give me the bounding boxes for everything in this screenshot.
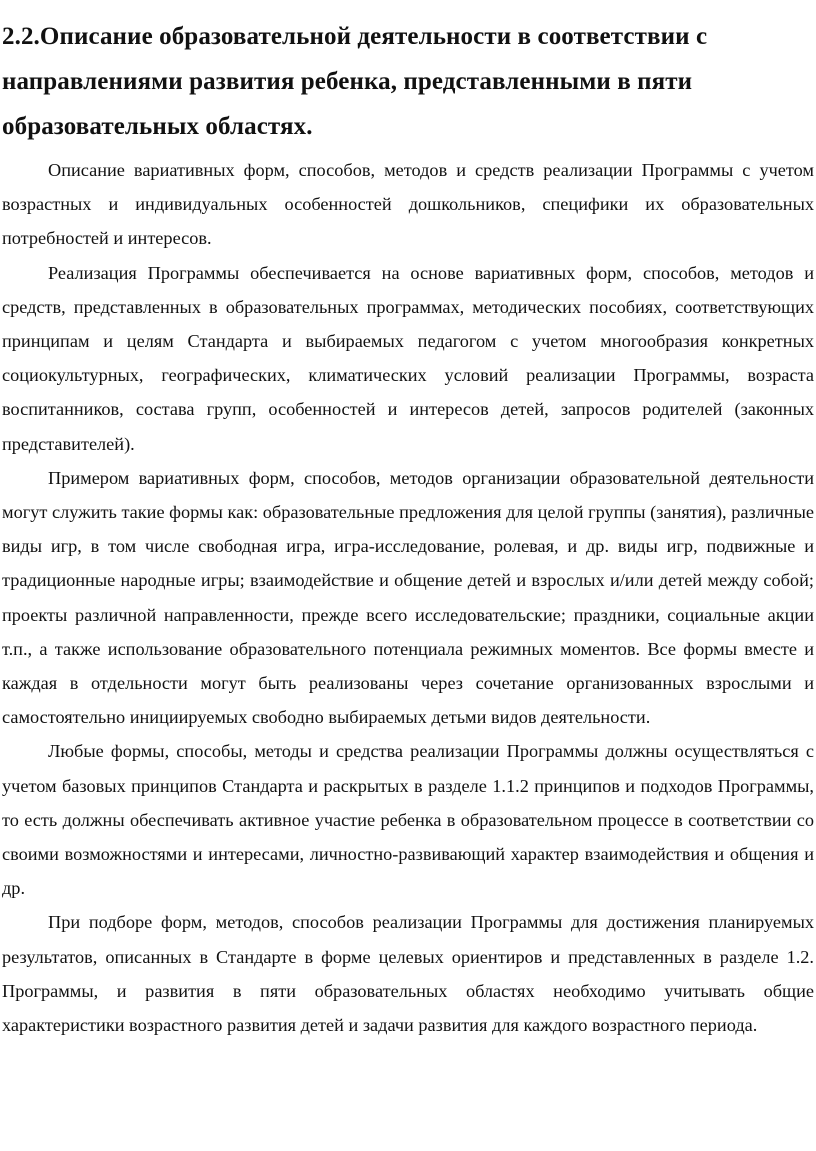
paragraph-4: Любые формы, способы, методы и средства реализации Программы должны осуществляться с учетом базовых принципов Стандарта и раскрытых в разделе 1.1.2 принципов и подходов Программы, то есть должны обеспечивать активное участие ребенка в образовательном процессе в соответствии со своими возможностями и интересами, личностно-развивающий характер взаимодействия и общения и др. [2, 741, 814, 899]
paragraph-2: Реализация Программы обеспечивается на основе вариативных форм, способов, методов и средств, представленных в образовательных программах, методических пособиях, соответствующих принципам и целям Стандарта и выбираемых педагогом с учетом многообразия конкретных социокультурных, географических, климатических условий реализации Программы, возраста воспитанников, состава групп, особенностей и интересов детей, запросов родителей (законных представителей). [2, 262, 814, 454]
paragraph-3: Примером вариативных форм, способов, методов организации образовательной деятельности могут служить такие формы как: образовательные предложения для целой группы (занятия), различные виды игр, в том числе свободная игра, игра-исследование, ролевая, и др. виды игр, подвижные и традиционные народные игры; взаимодействие и общение детей и взрослых и/или детей между собой; проекты различной направленности, прежде всего исследовательские; праздники, социальные акции т.п., а также использование образовательного потенциала режимных моментов. Все формы вместе и каждая в отдельности могут быть реализованы через сочетание организованных взрослыми и самостоятельно инициируемых свободно выбираемых детьми видов деятельности. [2, 467, 814, 728]
paragraph-5: При подборе форм, методов, способов реализации Программы для достижения планируемых результатов, описанных в Стандарте в форме целевых ориентиров и представленных в разделе 1.2. Программы, и развития в пяти образовательных областях необходимо учитывать общие характеристики возрастного развития детей и задачи развития для каждого возрастного периода. [2, 912, 814, 1036]
paragraph-1: Описание вариативных форм, способов, методов и средств реализации Программы с учетом возрастных и индивидуальных особенностей дошкольников, специфики их образовательных потребностей и интересов. [2, 160, 814, 249]
document-page [2, 14, 814, 1042]
section-heading: 2.2.Описание образовательной деятельности в соответствии с направлениями развития ребенка, представленными в пяти образовательных областях. [2, 23, 708, 140]
